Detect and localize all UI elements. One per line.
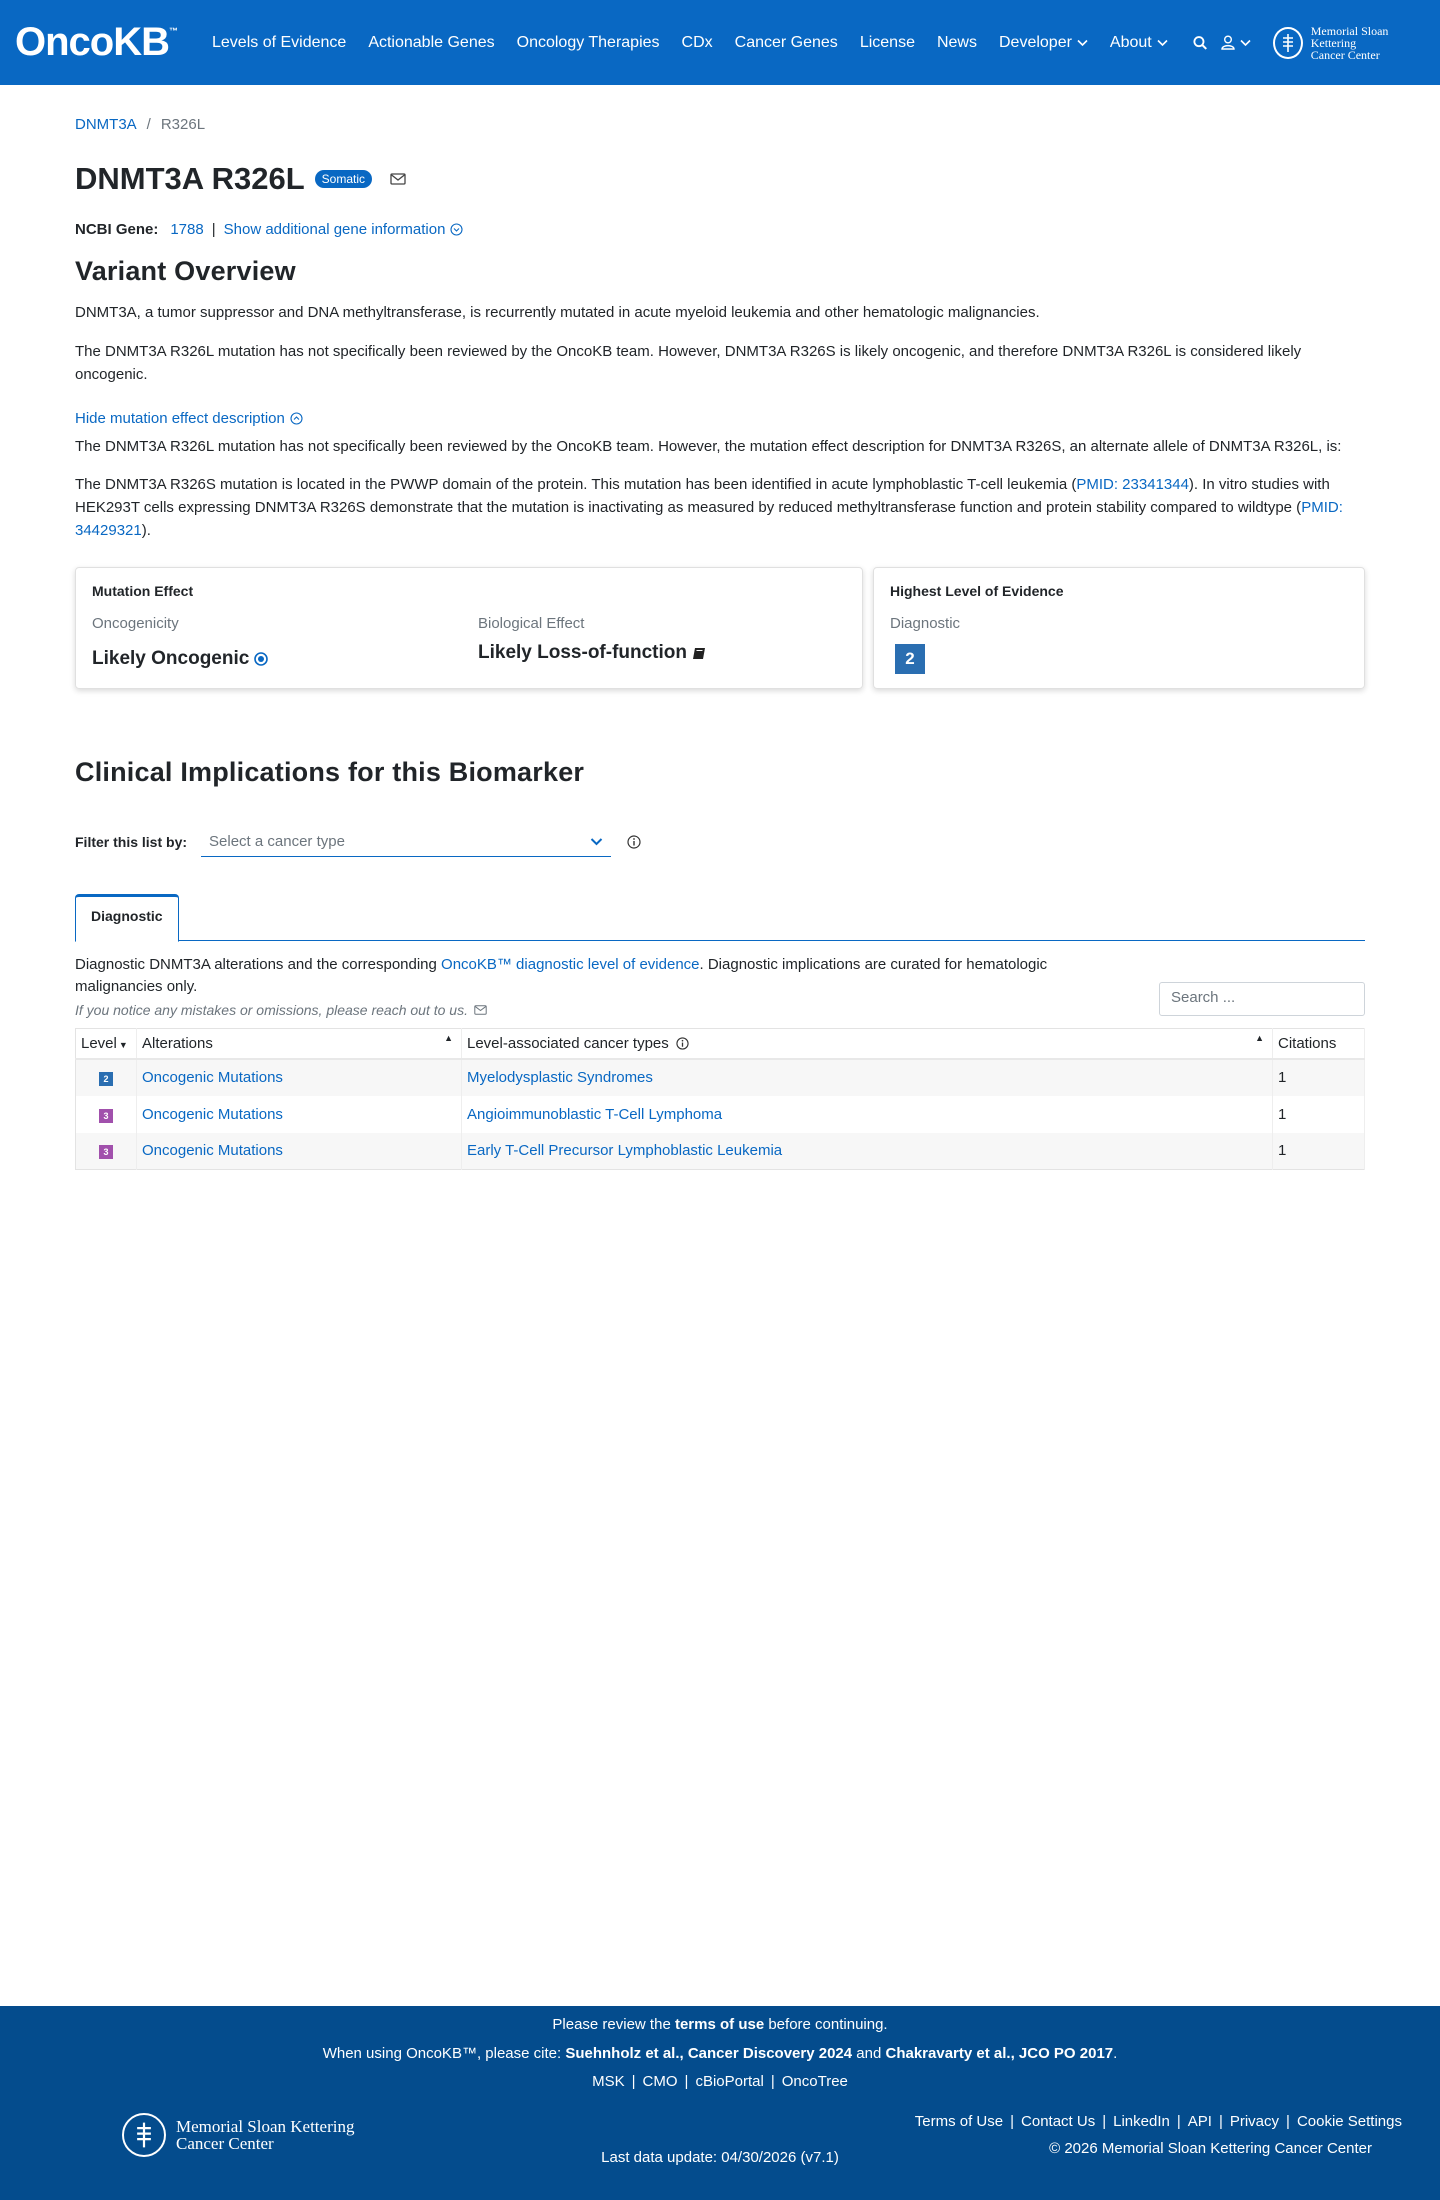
show-gene-info-label: Show additional gene information <box>223 221 446 238</box>
user-account-dropdown[interactable] <box>1221 35 1251 50</box>
oncogenicity-text: Likely Oncogenic <box>92 648 250 669</box>
logo-text: OncoKB <box>15 20 169 64</box>
terms-of-use-link[interactable]: terms of use <box>674 2016 765 2033</box>
cancer-type-placeholder: Select a cancer type <box>209 833 345 850</box>
mutation-effect-text-3: ). <box>141 522 151 539</box>
copyright: © 2026 Memorial Sloan Kettering Cancer Center <box>1049 2140 1372 2157</box>
info-icon[interactable] <box>627 835 641 849</box>
footer-link-msk[interactable]: MSK <box>592 2073 625 2090</box>
clinical-implications-heading: Clinical Implications for this Biomarker <box>75 757 585 787</box>
citations-cell[interactable]: 1 <box>1273 1059 1365 1096</box>
footer-link-cookie-settings[interactable]: Cookie Settings <box>1296 2113 1402 2130</box>
citation-text-1: When using OncoKB™, please cite: <box>322 2045 566 2062</box>
logo-trademark: ™ <box>169 26 177 36</box>
nav-right-controls <box>1193 25 1425 61</box>
citation-link-chakravarty[interactable]: Chakravarty et al., JCO PO 2017 <box>885 2045 1114 2062</box>
terms-notice-text-2: before continuing. <box>764 2016 888 2033</box>
summary-cards <box>75 567 1365 689</box>
footer-link-contact[interactable]: Contact Us <box>1021 2113 1096 2130</box>
cancer-type-cell <box>462 1096 1273 1133</box>
table-row[interactable] <box>76 1059 1365 1096</box>
feedback-note <box>75 1002 1085 1018</box>
biological-effect-label: Biological Effect <box>478 615 585 632</box>
ncbi-gene-link[interactable]: 1788 <box>170 221 204 238</box>
mutation-effect-title: Mutation Effect <box>92 583 194 599</box>
level-2-icon[interactable]: 2 <box>895 644 925 674</box>
oncogenicity-value <box>92 648 478 670</box>
oncogenicity-label: Oncogenicity <box>92 615 179 632</box>
table-row[interactable] <box>76 1096 1365 1133</box>
divider: | <box>1010 2113 1015 2130</box>
nav-cdx[interactable]: CDx <box>681 33 713 51</box>
nav-developer-label: Developer <box>998 33 1072 51</box>
footer-link-api[interactable]: API <box>1187 2113 1212 2130</box>
highest-level-label: Diagnostic <box>890 615 961 632</box>
divider: | <box>770 2073 775 2090</box>
citations-column-header[interactable]: Citations <box>1273 1029 1365 1059</box>
diagnostic-description-row <box>75 954 1365 1018</box>
citation-text-3: . <box>1113 2045 1118 2062</box>
mutation-effect-columns <box>92 599 846 670</box>
cancer-type-link[interactable]: Early T-Cell Precursor Lymphoblastic Leukemia <box>467 1142 783 1160</box>
footer-right <box>915 2113 1402 2157</box>
alterations-column-header[interactable] <box>137 1029 462 1059</box>
nav-about-dropdown[interactable] <box>1110 34 1168 52</box>
cancer-type-cell <box>462 1133 1273 1170</box>
terms-notice-text-1: Please review the <box>552 2016 675 2033</box>
mutation-effect-text-2: ). In vitro studies with HEK293T cells expressing DNMT3A R326S demonstrate that the mutation is inactivating as measured by reduced methyltransferase function and protein stability compared to wildtype ( <box>75 476 1330 516</box>
breadcrumb-current: R326L <box>160 116 206 133</box>
level-3-icon[interactable]: 3 <box>99 1145 113 1159</box>
divider: | <box>1286 2113 1290 2130</box>
level-header-label: Level <box>81 1034 117 1052</box>
nav-levels-of-evidence[interactable]: Levels of Evidence <box>212 33 347 51</box>
footer-link-oncotree[interactable]: OncoTree <box>781 2073 848 2090</box>
sort-asc-icon: ▲ <box>1255 1033 1264 1043</box>
show-gene-info-link[interactable] <box>224 221 464 238</box>
citation-text-2: and <box>852 2045 886 2062</box>
terms-notice <box>0 2016 1440 2033</box>
divider: | <box>631 2073 636 2090</box>
alteration-cell <box>137 1059 462 1096</box>
search-icon[interactable] <box>1193 35 1208 51</box>
diagnostic-description-block <box>75 954 1085 1018</box>
highest-level-title: Highest Level of Evidence <box>890 583 1064 599</box>
feedback-note-text: If you notice any mistakes or omissions, please reach out to us. <box>75 1002 468 1018</box>
cancer-types-column-header[interactable] <box>462 1029 1273 1059</box>
highest-level-card <box>873 567 1365 689</box>
mail-icon[interactable] <box>390 173 406 185</box>
citations-cell[interactable]: 1 <box>1273 1133 1365 1170</box>
alteration-link[interactable]: Oncogenic Mutations <box>142 1105 283 1123</box>
level-cell <box>76 1133 137 1170</box>
chevron-down-icon <box>590 837 603 846</box>
citation-link-suehnholz[interactable]: Suehnholz et al., Cancer Discovery 2024 <box>565 2045 853 2062</box>
cancer-types-header-label: Level-associated cancer types <box>467 1034 669 1052</box>
biological-effect-text: Likely Loss-of-function <box>478 642 687 663</box>
divider: | <box>1102 2113 1107 2130</box>
table-header-row <box>76 1029 1365 1059</box>
last-data-update: Last data update: 04/30/2026 (v7.1) <box>601 2149 839 2166</box>
msk-line-1: Memorial Sloan Kettering <box>1310 23 1389 50</box>
level-column-header[interactable] <box>76 1029 137 1059</box>
breadcrumb <box>75 116 1365 133</box>
oncogenicity-icon <box>254 652 268 666</box>
breadcrumb-gene-link[interactable]: DNMT3A <box>75 116 137 133</box>
book-icon[interactable] <box>692 647 706 660</box>
footer <box>0 2006 1440 2200</box>
diagnostic-desc-text-2: . Diagnostic implications are curated for hematologic malignancies only. <box>75 956 1048 995</box>
citation-notice <box>0 2045 1440 2062</box>
footer-msk-line-1: Memorial Sloan Kettering <box>176 2117 355 2136</box>
nav-menu <box>201 34 1179 52</box>
chevron-down-icon <box>1157 39 1168 47</box>
divider: | <box>1176 2113 1181 2130</box>
page-title: DNMT3A R326L <box>75 161 305 196</box>
nav-about-label: About <box>1109 33 1152 51</box>
biological-effect-value <box>478 642 706 664</box>
footer-link-cmo[interactable]: CMO <box>642 2073 678 2090</box>
top-navbar <box>0 0 1440 85</box>
mutation-effect-intro: The DNMT3A R326L mutation has not specifically been reviewed by the OncoKB team. However, the mutation effect description for DNMT3A R326S, an alternate allele of DNMT3A R326L, is: <box>75 438 1342 455</box>
footer-legal-links <box>915 2113 1402 2130</box>
nav-cancer-genes[interactable]: Cancer Genes <box>734 33 838 51</box>
footer-link-linkedin[interactable]: LinkedIn <box>1113 2113 1170 2130</box>
implication-tabs <box>75 894 1365 941</box>
variant-overview-heading: Variant Overview <box>75 256 296 286</box>
msk-logo-text <box>1311 25 1425 61</box>
level-cell <box>76 1096 137 1133</box>
nav-oncology-therapies[interactable]: Oncology Therapies <box>516 33 660 51</box>
overview-oncogenicity-summary: The DNMT3A R326L mutation has not specifically been reviewed by the OncoKB team. However, DNMT3A R326S is likely oncogenic, and therefore DNMT3A R326L is considered likely oncogenic. <box>75 343 1302 383</box>
level-3-icon[interactable]: 3 <box>99 1109 113 1123</box>
divider: | <box>1218 2113 1223 2130</box>
oncokb-logo[interactable] <box>15 20 177 65</box>
ncbi-gene-row <box>75 221 1365 238</box>
table-row[interactable] <box>76 1133 1365 1170</box>
divider: | <box>684 2073 689 2090</box>
partner-links <box>0 2073 1440 2090</box>
cancer-type-link[interactable]: Myelodysplastic Syndromes <box>467 1069 653 1086</box>
msk-line-2: Cancer Center <box>1310 47 1380 62</box>
alteration-cell <box>137 1096 462 1133</box>
alteration-cell <box>137 1133 462 1170</box>
nav-actionable-genes[interactable]: Actionable Genes <box>368 33 495 51</box>
footer-msk-text <box>176 2118 354 2152</box>
filter-label: Filter this list by: <box>75 834 188 850</box>
cancer-type-link[interactable]: Angioimmunoblastic T-Cell Lymphoma <box>467 1105 723 1123</box>
cancer-type-select[interactable] <box>201 827 611 857</box>
overview-gene-summary: DNMT3A, a tumor suppressor and DNA methyltransferase, is recurrently mutated in acute myeloid leukemia and other hematologic malignancies. <box>75 304 1040 321</box>
pmid-link[interactable]: PMID: 23341344 <box>1076 476 1189 493</box>
pmid-link[interactable]: PMID: 34429321 <box>75 499 1343 539</box>
chevron-down-icon <box>1240 39 1251 47</box>
oncogenicity-column <box>92 599 478 670</box>
cancer-type-cell <box>462 1059 1273 1096</box>
alteration-link[interactable]: Oncogenic Mutations <box>142 1069 283 1086</box>
level-cell <box>76 1059 137 1096</box>
chevron-circle-up-icon <box>290 412 303 425</box>
level-2-icon[interactable]: 2 <box>99 1072 113 1086</box>
diagnostic-description <box>75 954 1085 998</box>
footer-msk-line-2: Cancer Center <box>176 2134 274 2153</box>
biological-effect-column <box>478 599 706 670</box>
sort-asc-icon: ▲ <box>444 1033 453 1043</box>
title-row <box>75 161 1365 197</box>
nav-developer-dropdown[interactable] <box>999 34 1088 52</box>
nav-license[interactable]: License <box>859 33 915 51</box>
footer-link-cbioportal[interactable]: cBioPortal <box>695 2073 764 2090</box>
diagnostic-level-link[interactable]: OncoKB™ diagnostic level of evidence <box>441 956 700 973</box>
somatic-badge: Somatic <box>315 170 372 188</box>
alterations-header-label: Alterations <box>142 1034 213 1052</box>
table-search-input[interactable]: Search ... <box>1159 982 1365 1016</box>
hide-mutation-effect-label: Hide mutation effect description <box>75 410 285 427</box>
chevron-circle-down-icon <box>450 223 463 236</box>
filter-row <box>75 827 1365 857</box>
info-icon[interactable] <box>676 1037 689 1050</box>
mutation-effect-description <box>75 473 1365 542</box>
tab-diagnostic[interactable]: Diagnostic <box>75 894 179 942</box>
alteration-link[interactable]: Oncogenic Mutations <box>142 1142 283 1160</box>
sort-desc-icon: ▼ <box>118 1039 128 1050</box>
ncbi-separator: | <box>211 221 216 238</box>
mutation-effect-card <box>75 567 863 689</box>
footer-link-privacy[interactable]: Privacy <box>1229 2113 1280 2130</box>
msk-logo[interactable] <box>1273 25 1425 61</box>
footer-link-terms[interactable]: Terms of Use <box>914 2113 1004 2130</box>
mutation-effect-text-1: The DNMT3A R326S mutation is located in the PWWP domain of the protein. This mutation has been identified in acute lymphoblastic T-cell leukemia ( <box>75 476 1077 493</box>
nav-news[interactable]: News <box>936 33 977 51</box>
msk-emblem-icon <box>1273 27 1302 59</box>
hide-mutation-effect-link[interactable] <box>75 410 1365 427</box>
ncbi-label: NCBI Gene: <box>75 221 159 238</box>
diagnostic-desc-text-1: Diagnostic DNMT3A alterations and the corresponding <box>75 956 442 973</box>
breadcrumb-separator: / <box>146 116 151 133</box>
user-icon <box>1221 35 1235 50</box>
main-content <box>0 116 1440 1170</box>
chevron-down-icon <box>1077 39 1088 47</box>
implications-table <box>75 1028 1365 1170</box>
citations-cell[interactable]: 1 <box>1273 1096 1365 1133</box>
mail-icon[interactable] <box>474 1005 487 1015</box>
